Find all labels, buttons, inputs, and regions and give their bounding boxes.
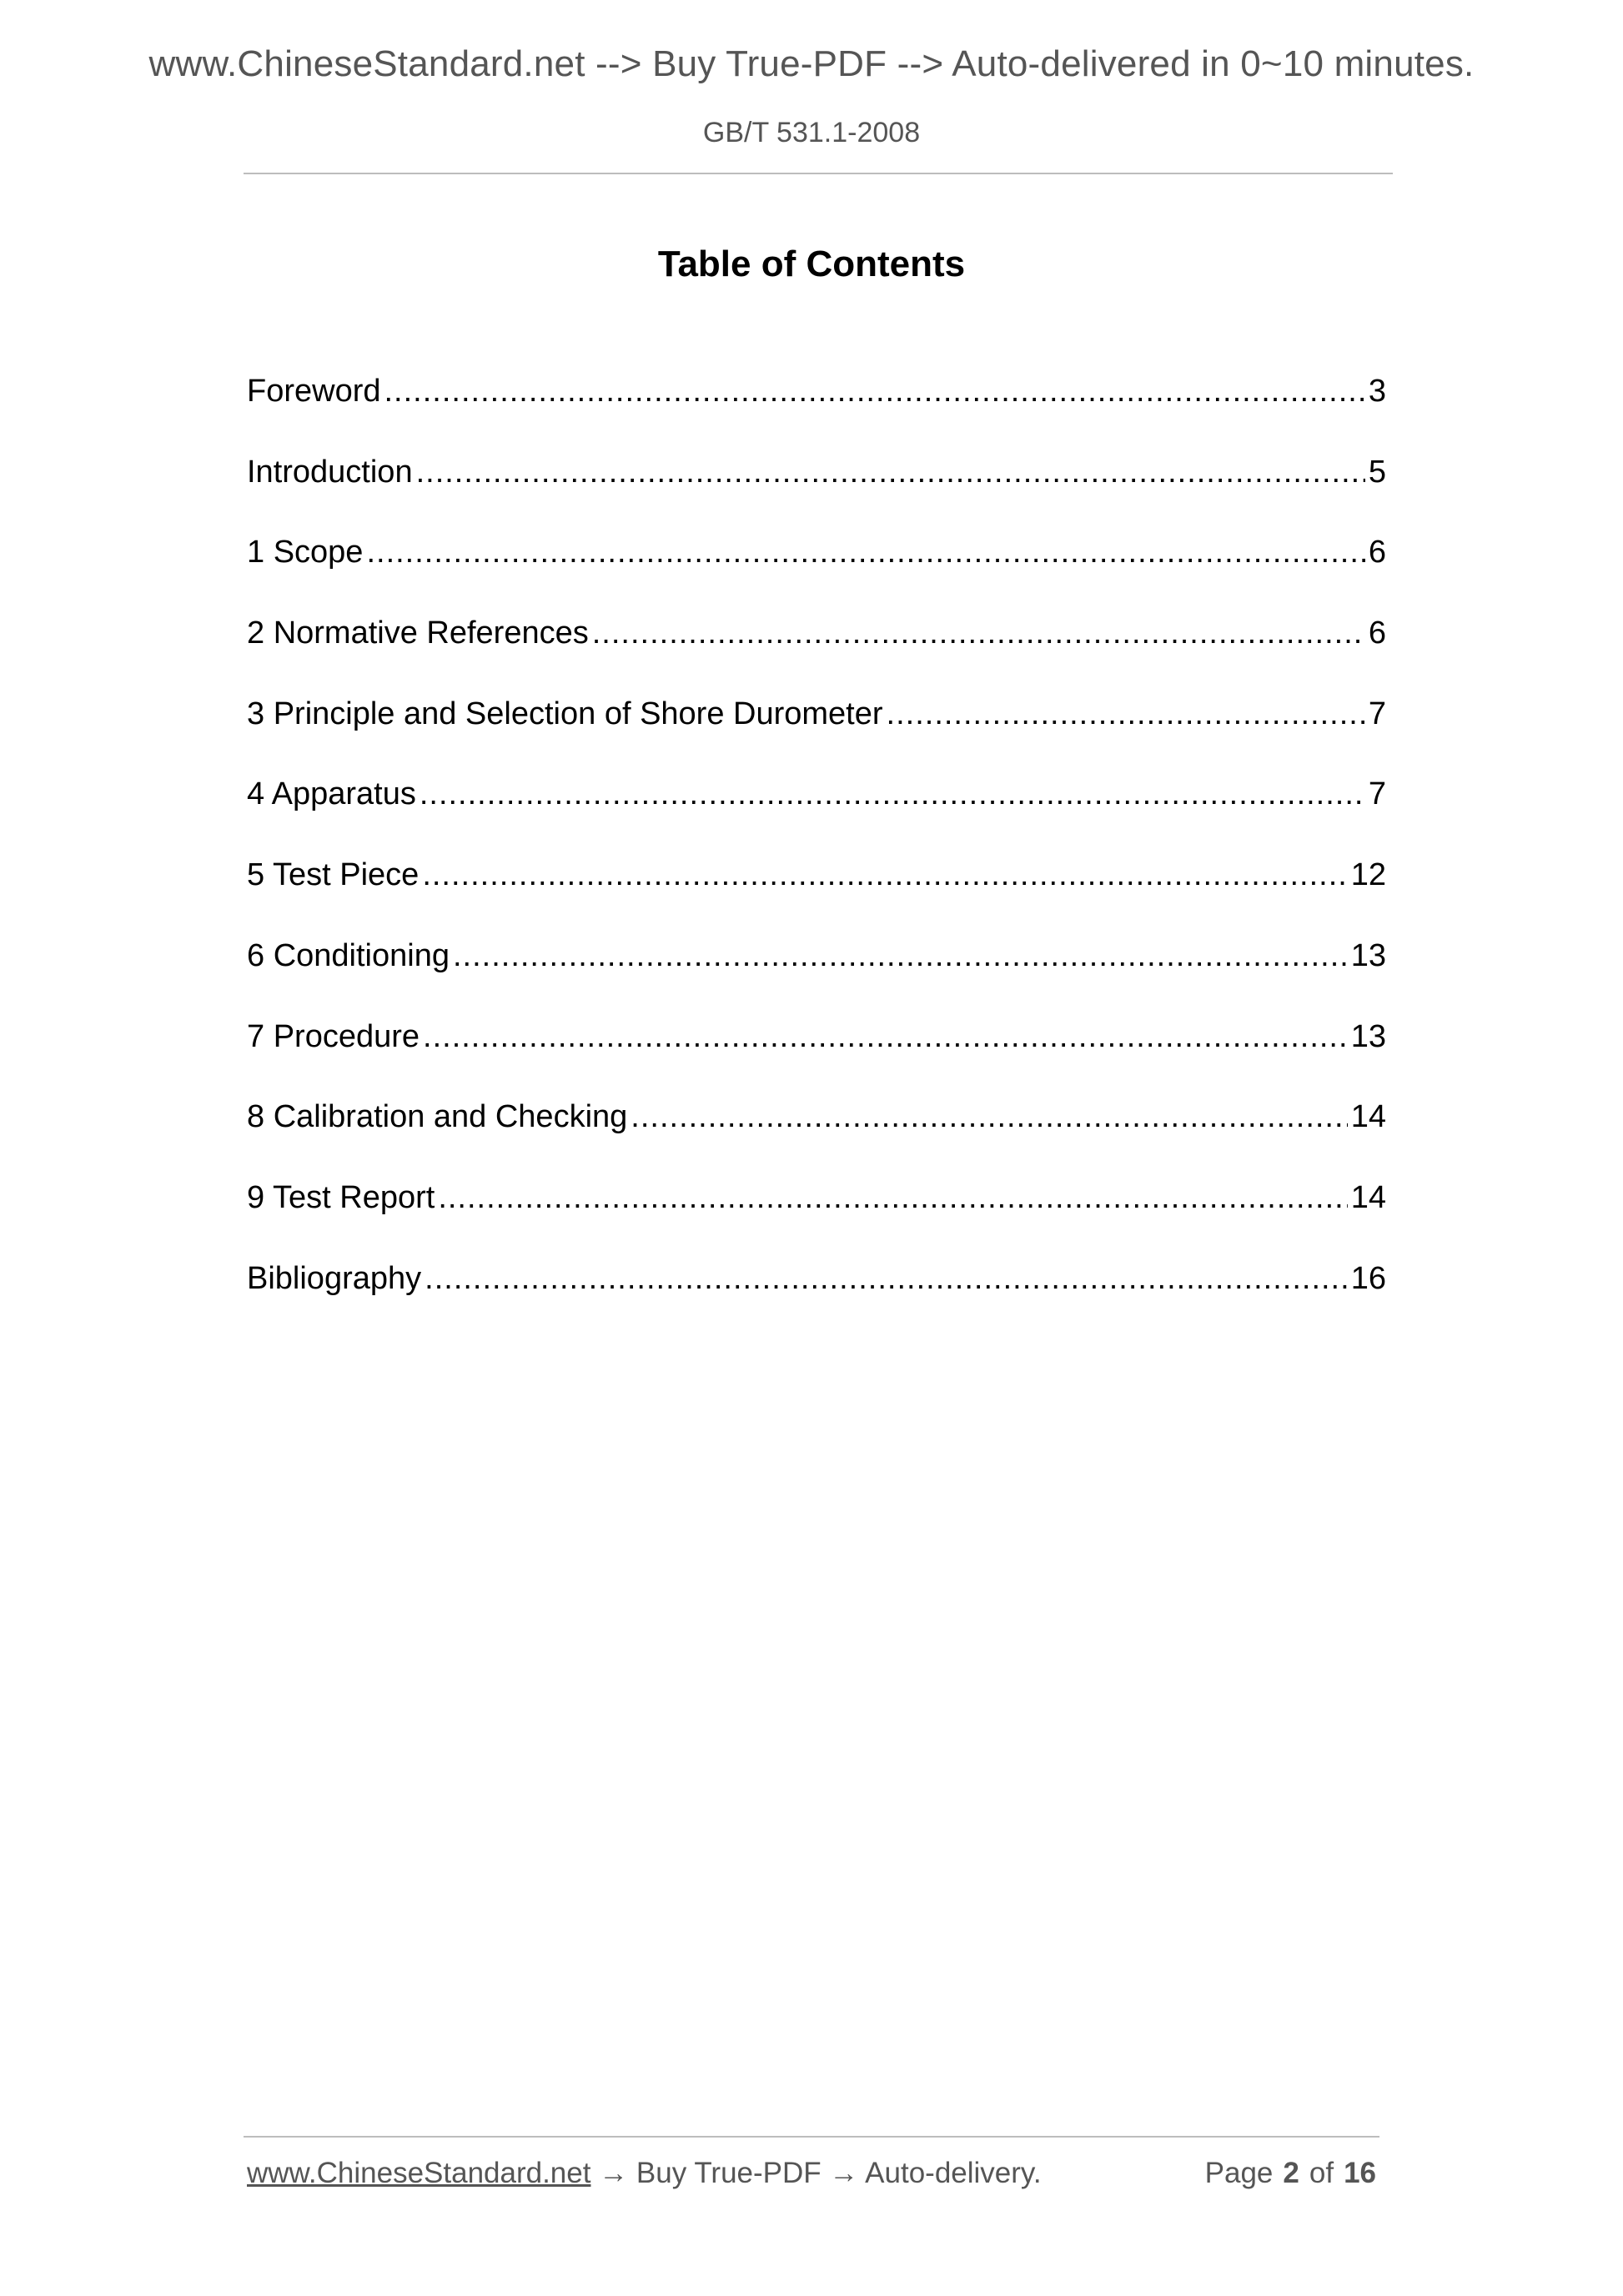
toc-entry-label: 6 Conditioning (247, 937, 450, 973)
toc-entry-page: 13 (1350, 937, 1386, 973)
toc-entry-bibliography[interactable] (247, 1261, 1386, 1342)
toc-title: Table of Contents (657, 244, 966, 284)
of-word: of (1309, 2157, 1334, 2189)
toc-leader-dots (416, 455, 1365, 490)
toc-entry-label: 8 Calibration and Checking (247, 1099, 628, 1135)
toc-entry-page: 7 (1368, 696, 1386, 731)
toc-entry-page: 7 (1368, 776, 1386, 812)
toc-entry-page: 3 (1368, 374, 1386, 409)
page-indicator (1205, 2157, 1376, 2190)
toc-entry-conditioning[interactable] (247, 938, 1386, 1019)
toc-entry-label: 2 Normative References (247, 615, 589, 651)
toc-entry-label: Introduction (247, 454, 413, 490)
toc-entry-calibration[interactable] (247, 1099, 1386, 1180)
toc-entry-page: 16 (1350, 1260, 1386, 1296)
current-page-number: 2 (1283, 2157, 1299, 2189)
toc-entry-label: Foreword (247, 374, 381, 409)
toc-entry-label: 7 Procedure (247, 1018, 420, 1054)
toc-entry-page: 6 (1368, 535, 1386, 570)
toc-entry-procedure[interactable] (247, 1019, 1386, 1100)
toc-leader-dots (420, 776, 1365, 812)
toc-entry-page: 6 (1368, 615, 1386, 651)
toc-entry-scope[interactable] (247, 535, 1386, 615)
page-word: Page (1204, 2157, 1274, 2189)
toc-entry-apparatus[interactable] (247, 776, 1386, 857)
toc-entry-principle[interactable] (247, 696, 1386, 777)
toc-leader-dots (384, 374, 1365, 409)
toc-entry-foreword[interactable] (247, 374, 1386, 455)
toc-entry-label: 5 Test Piece (247, 857, 420, 893)
toc-entry-page: 12 (1350, 857, 1386, 893)
toc-entry-normative-references[interactable] (247, 615, 1386, 696)
toc-entry-page: 14 (1350, 1179, 1386, 1215)
toc-leader-dots (422, 857, 1347, 893)
toc-entry-label: 9 Test Report (247, 1179, 435, 1215)
document-code: GB/T 531.1-2008 (702, 117, 921, 148)
total-page-count: 16 (1344, 2157, 1376, 2189)
toc-entry-introduction[interactable] (247, 455, 1386, 535)
toc-entry-label: 3 Principle and Selection of Shore Durometer (247, 696, 883, 731)
table-of-contents (247, 374, 1386, 1341)
toc-entry-test-piece[interactable] (247, 857, 1386, 938)
toc-leader-dots (423, 1019, 1348, 1055)
toc-entry-page: 13 (1350, 1018, 1386, 1054)
toc-entry-page: 5 (1368, 454, 1386, 490)
footer-tagline: → Buy True-PDF → Auto-delivery. (599, 2157, 1042, 2189)
toc-leader-dots (438, 1180, 1347, 1216)
footer-divider (244, 2136, 1379, 2138)
footer-site-link[interactable]: www.ChineseStandard.net (247, 2157, 591, 2189)
toc-leader-dots (887, 696, 1365, 732)
toc-entry-label: 4 Apparatus (247, 776, 416, 812)
header-divider (244, 173, 1393, 174)
footer-left (247, 2157, 1042, 2190)
toc-entry-test-report[interactable] (247, 1180, 1386, 1261)
toc-leader-dots (631, 1099, 1347, 1135)
toc-leader-dots (453, 938, 1348, 974)
header-banner: www.ChineseStandard.net --> Buy True-PDF --> Auto-delivered in 0~10 minutes. (148, 43, 1475, 84)
toc-leader-dots (425, 1261, 1348, 1297)
toc-leader-dots (592, 615, 1365, 651)
toc-entry-label: Bibliography (247, 1260, 422, 1296)
toc-leader-dots (366, 535, 1364, 570)
toc-entry-label: 1 Scope (247, 535, 364, 570)
toc-entry-page: 14 (1350, 1099, 1386, 1135)
